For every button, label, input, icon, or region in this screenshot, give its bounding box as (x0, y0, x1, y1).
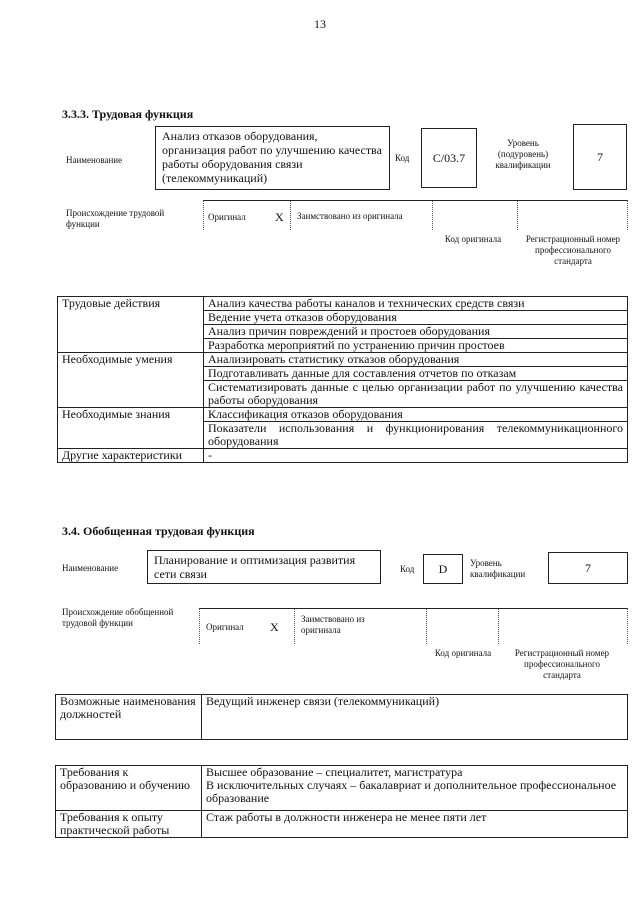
code-box (421, 128, 477, 188)
general-function-name-value: Планирование и оптимизация развития сети связи (154, 553, 356, 581)
origin-label: Происхождение трудовой функции (66, 208, 165, 229)
level-value: 7 (585, 561, 591, 575)
experience-label: Требования к опыту практической работы (56, 811, 202, 838)
code-box (423, 554, 463, 584)
education-line-2: В исключительных случаях – бакалавриат и дополнительное профессиональное образование (206, 778, 617, 805)
reg-number-label: Регистрационный номер профессионального стандарта (514, 648, 610, 680)
table-row (58, 353, 628, 367)
table-row (58, 408, 628, 422)
row-item: Анализ причин повреждений и простоев оборудования (204, 325, 628, 339)
code-original-label: Код оригинала (444, 234, 502, 244)
general-function-name-box (147, 550, 381, 584)
name-label: Наименование (66, 155, 123, 165)
row-label: Другие характеристики (58, 449, 204, 463)
original-label: Оригинал (208, 212, 246, 222)
origin-row (203, 200, 628, 230)
education-value (202, 766, 628, 811)
function-name-value: Анализ отказов оборудования, организация работ по улучшению качества работы оборудования связи (телекоммуникаций) (162, 129, 382, 185)
code-label: Код (400, 564, 415, 574)
table-row (58, 449, 628, 463)
code-value: D (438, 562, 448, 576)
positions-label: Возможные наименования должностей (56, 695, 202, 740)
table-row (56, 766, 628, 811)
function-name-box (155, 126, 390, 190)
row-item: - (204, 449, 628, 463)
level-value: 7 (597, 150, 603, 164)
row-item: Показатели использования и функционирования телекоммуникационного оборудования (204, 422, 628, 449)
row-item: Классификация отказов оборудования (204, 408, 628, 422)
section-heading-3-3-3: 3.3.3. Трудовая функция (62, 107, 194, 121)
education-line-1: Высшее образование – специалитет, магистратура (206, 765, 463, 779)
origin-label: Происхождение обобщенной трудовой функции (62, 607, 174, 628)
row-item: Ведение учета отказов оборудования (204, 311, 628, 325)
row-label: Необходимые знания (58, 408, 204, 449)
code-original-label: Код оригинала (434, 648, 492, 658)
original-mark: X (270, 620, 279, 634)
row-item: Разработка мероприятий по устранению причин простоев (204, 339, 628, 353)
reg-number-label: Регистрационный номер профессионального стандарта (525, 234, 621, 266)
experience-value: Стаж работы в должности инженера не менее пяти лет (202, 811, 628, 838)
table-row (58, 297, 628, 311)
function-details-table (57, 296, 628, 463)
positions-value: Ведущий инженер связи (телекоммуникаций) (202, 695, 628, 740)
level-label: Уровень квалификации (470, 558, 526, 579)
row-item: Анализ качества работы каналов и технических средств связи (204, 297, 628, 311)
row-item: Анализировать статистику отказов оборудования (204, 353, 628, 367)
origin-row (199, 608, 628, 644)
code-value: С/03.7 (432, 151, 466, 165)
name-label: Наименование (62, 563, 119, 573)
borrowed-label: Заимствовано из оригинала (301, 614, 365, 635)
table-row (56, 811, 628, 838)
section-heading-3-4: 3.4. Обобщенная трудовая функция (62, 524, 255, 538)
row-label: Трудовые действия (58, 297, 204, 353)
original-mark: X (275, 210, 284, 224)
requirements-table (55, 765, 628, 838)
level-box (573, 124, 627, 190)
positions-table (55, 694, 628, 740)
education-label: Требования к образованию и обучению (56, 766, 202, 811)
table-row (56, 695, 628, 740)
original-label: Оригинал (206, 622, 244, 632)
row-item: Подготавливать данные для составления отчетов по отказам (204, 367, 628, 381)
row-label: Необходимые умения (58, 353, 204, 408)
level-box (548, 552, 628, 584)
page-number: 13 (314, 17, 326, 31)
code-label: Код (395, 153, 410, 163)
borrowed-label: Заимствовано из оригинала (297, 211, 403, 221)
row-item: Систематизировать данные с целью организации работ по улучшению качества работы оборудования (204, 381, 628, 408)
level-label: Уровень (подуровень) квалификации (495, 138, 551, 170)
